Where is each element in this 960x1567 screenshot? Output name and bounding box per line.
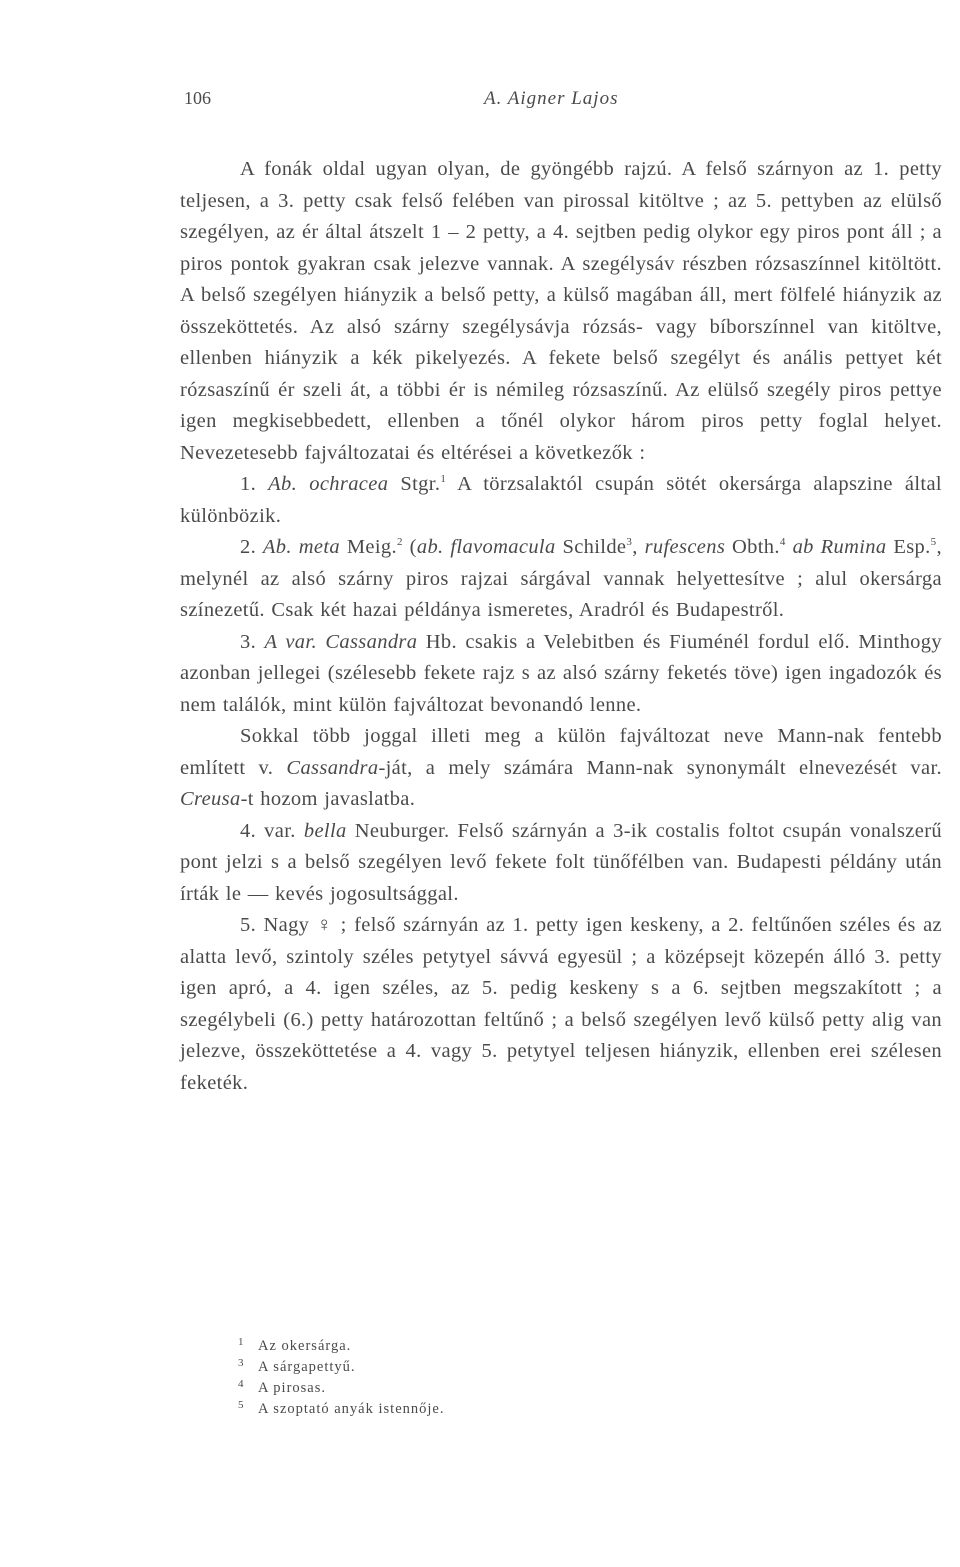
taxon-name: ochracea — [309, 473, 389, 495]
taxon-name: flavomacula — [450, 536, 556, 558]
footnote-ref: 2 — [396, 536, 403, 548]
footnote — [238, 1399, 738, 1420]
item-number: 4. — [240, 819, 257, 842]
paragraph-meta — [180, 532, 942, 627]
taxon-name: Rumina — [820, 536, 887, 558]
footnote — [238, 1378, 738, 1399]
paragraph-text: Hb. csakis a Velebitben és Fiuménél fordul elő. Minthogy azonban jellegei (szélesebb fekete rajz s az alsó szárny feketés töve) igen ingadozók és nem találók, mint külön fajváltozat bevonandó lenne. — [180, 630, 942, 716]
author: Esp. — [893, 536, 931, 558]
footnote-ref: 4 — [779, 536, 786, 548]
page-header — [184, 88, 940, 118]
footnote-mark: 1 — [238, 1336, 245, 1348]
footnote-ref: 1 — [440, 473, 447, 485]
aberration-abbrev: ab. — [416, 536, 444, 558]
body-text — [180, 154, 942, 1099]
paragraph-female: 5. Nagy ♀ ; felső szárnyán az 1. petty igen keskeny, a 2. feltűnően széles és az alatta levő, szintoly széles petytyel sávvá egyesül ; a középsejt közepén álló 3. petty igen apró, a 4. igen széles, az 5. pedig keskeny s a 6. sejtben megszakított ; a szegélybeli (6.) petty határozottan feltűnő ; a belső szegélyen levő külső petty alig van jelezve, összeköttetése a 4. vagy 5. petytyel teljesen hiányzik, ellenben erei szélesen feketék. — [180, 914, 942, 1094]
footnote-mark: 3 — [238, 1357, 245, 1369]
footnote — [238, 1357, 738, 1378]
item-number: 3. — [240, 630, 257, 653]
taxon-name: Cassandra — [325, 630, 418, 653]
paragraph-text: Neuburger. Felső szárnyán a 3-ik costalis foltot csupán vonalszerű pont jelzi s a belső szegélyen levő fekete folt tünőfélben van. Budapesti példány után írták le — kevés jogosultsággal. — [180, 819, 942, 905]
taxon-name: Creusa — [180, 788, 241, 810]
paren-open: ( — [409, 536, 417, 558]
paragraph-text: -ját, a mely számára Mann-nak synonymált elnevezését var. — [378, 756, 942, 779]
author: Meig. — [346, 536, 397, 558]
paragraph-description: A fonák oldal ugyan olyan, de gyöngébb rajzú. A felső szárnyon az 1. petty teljesen, a 3. petty csak felső felében van pirossal kitöltve ; az 5. pettyben az elülső szegélyen, az ér által átszelt 1 – 2 petty, a 4. sejtben pedig olykor egy piros pont áll ; a piros pontok gyakran csak jelezve vannak. A szegélysáv részben rózsaszínnel kitöltött. A belső szegélyen hiányzik a belső petty, a külső magában áll, mert fölfelé hiányzik az összeköttetés. Az alsó szárny szegélysávja rózsás- vagy bíborszínnel van kitöltve, ellenben hiányzik a kék pikelyezés. A fekete belső szegélyt és anális pettyet két rózsaszínű ér szeli át, a többi ér is némileg rózsaszínű. Az elülső szegély piros pettye igen megkisebbedett, ellenben a tőnél olykor három piros petty foglal helyet. Nevezetesebb fajváltozatai és eltérései a következők : — [180, 158, 942, 464]
footnote — [238, 1336, 738, 1357]
taxon-name: rufescens — [644, 536, 726, 558]
paragraph-text: A törzsalaktól csupán sötét okersárga alapszine által különbözik. — [180, 473, 942, 527]
paragraph-cassandra — [180, 627, 942, 722]
taxon-name: Cassandra — [286, 756, 379, 779]
footnotes — [238, 1336, 738, 1420]
aberration-abbrev: ab — [792, 536, 814, 558]
paragraph-text: , melynél az alsó szárny piros rajzai sárgával vannak helyettesítve ; alul okersárga színezetű. Csak két hazai példánya ismeretes, Aradról és Budapestről. — [180, 536, 942, 621]
footnote-text: A sárgapettyű. — [258, 1359, 356, 1375]
running-title: A. Aigner Lajos — [484, 88, 619, 109]
item-number: 1. — [240, 473, 257, 495]
item-number: 2. — [240, 536, 257, 558]
separator: , — [632, 536, 638, 558]
footnote-text: Az okersárga. — [258, 1338, 352, 1354]
author: Obth. — [732, 536, 780, 558]
paragraph-creusa — [180, 721, 942, 816]
taxon-name: meta — [298, 536, 340, 558]
paragraph-ochracea — [180, 469, 942, 532]
footnote-mark: 4 — [238, 1378, 245, 1390]
paragraph-text: Sokkal több joggal illeti meg a külön fajváltozat neve Mann-nak fentebb említett v. — [180, 725, 942, 779]
footnote-ref: 5 — [930, 536, 937, 548]
aberration-abbrev: Ab. — [268, 473, 298, 495]
page-number: 106 — [184, 88, 211, 108]
paragraph-text: -t hozom javaslatba. — [240, 788, 416, 810]
paragraph-bella — [180, 816, 942, 911]
footnote-text: A pirosas. — [258, 1380, 326, 1396]
variety-abbrev: var. — [264, 819, 296, 842]
author: Stgr. — [400, 473, 441, 495]
taxon-name: bella — [303, 819, 347, 842]
author: Schilde — [562, 536, 627, 558]
footnote-text: A szoptató anyák istennője. — [258, 1401, 445, 1417]
variety-abbrev: A var. — [264, 630, 317, 653]
aberration-abbrev: Ab. — [262, 536, 292, 558]
footnote-ref: 3 — [626, 536, 633, 548]
footnote-mark: 5 — [238, 1399, 245, 1411]
